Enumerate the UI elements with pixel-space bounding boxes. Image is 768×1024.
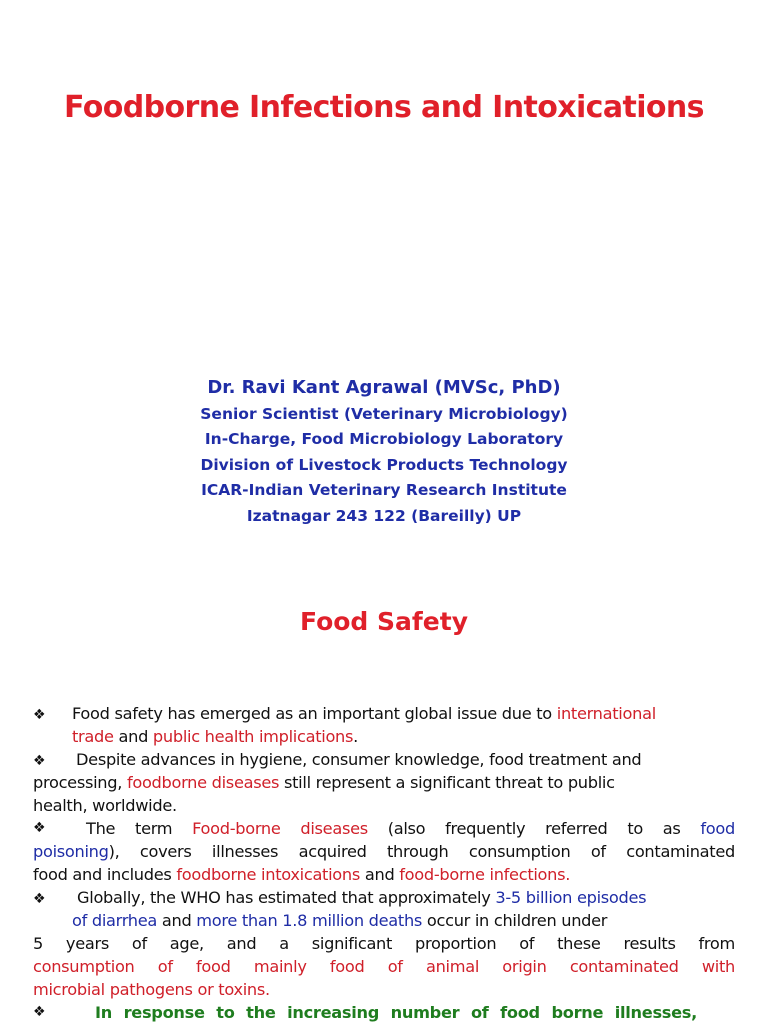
bullet-4-line-3: 5 years of age, and a significant proportion of these results from xyxy=(33,934,735,953)
bullet-4-line-2: of diarrhea and more than 1.8 million deaths occur in children under xyxy=(72,911,608,930)
bullet-list xyxy=(33,702,735,1024)
page-title: Foodborne Infections and Intoxications xyxy=(64,90,704,125)
bullet-4-line-1: ❖ Globally, the WHO has estimated that approximately 3-5 billion episodes xyxy=(33,886,735,909)
bullet-3-line-2: poisoning), covers illnesses acquired through consumption of contaminated xyxy=(33,842,735,861)
author-address: Izatnagar 243 122 (Bareilly) UP xyxy=(246,506,522,525)
bullet-1-line-2: trade and public health implications. xyxy=(72,727,359,746)
bullet-diamond-icon: ❖ xyxy=(33,820,46,836)
bullet-diamond-icon: ❖ xyxy=(33,707,46,723)
bullet-2-line-1: ❖ Despite advances in hygiene, consumer knowledge, food treatment and xyxy=(33,748,735,771)
author-name: Dr. Ravi Kant Agrawal (MVSc, PhD) xyxy=(207,377,561,398)
bullet-3-line-1: ❖ The term Food-borne diseases (also frequently referred to as food xyxy=(33,819,735,838)
section-title: Food Safety xyxy=(300,607,468,636)
bullet-5-line-1: ❖ In response to the increasing number of food borne illnesses, xyxy=(33,1003,697,1022)
bullet-2-line-2: processing, foodborne diseases still represent a significant threat to public xyxy=(33,773,615,792)
bullet-1-line-1: ❖ Food safety has emerged as an important global issue due to international xyxy=(33,702,735,725)
author-block xyxy=(0,374,768,529)
author-division: Division of Livestock Products Technology xyxy=(200,455,568,474)
author-institute: ICAR-Indian Veterinary Research Institute xyxy=(201,481,567,500)
bullet-diamond-icon: ❖ xyxy=(33,891,46,907)
bullet-3-line-3: food and includes foodborne intoxications and food-borne infections. xyxy=(33,865,571,884)
bullet-diamond-icon: ❖ xyxy=(33,753,46,769)
bullet-4-line-5: microbial pathogens or toxins. xyxy=(33,980,270,999)
author-position: Senior Scientist (Veterinary Microbiology) xyxy=(200,405,568,423)
bullet-2-line-3: health, worldwide. xyxy=(33,796,177,815)
bullet-diamond-icon: ❖ xyxy=(33,1004,46,1020)
bullet-4-line-4: consumption of food mainly food of animal origin contaminated with xyxy=(33,957,735,976)
author-role: In-Charge, Food Microbiology Laboratory xyxy=(204,430,564,449)
